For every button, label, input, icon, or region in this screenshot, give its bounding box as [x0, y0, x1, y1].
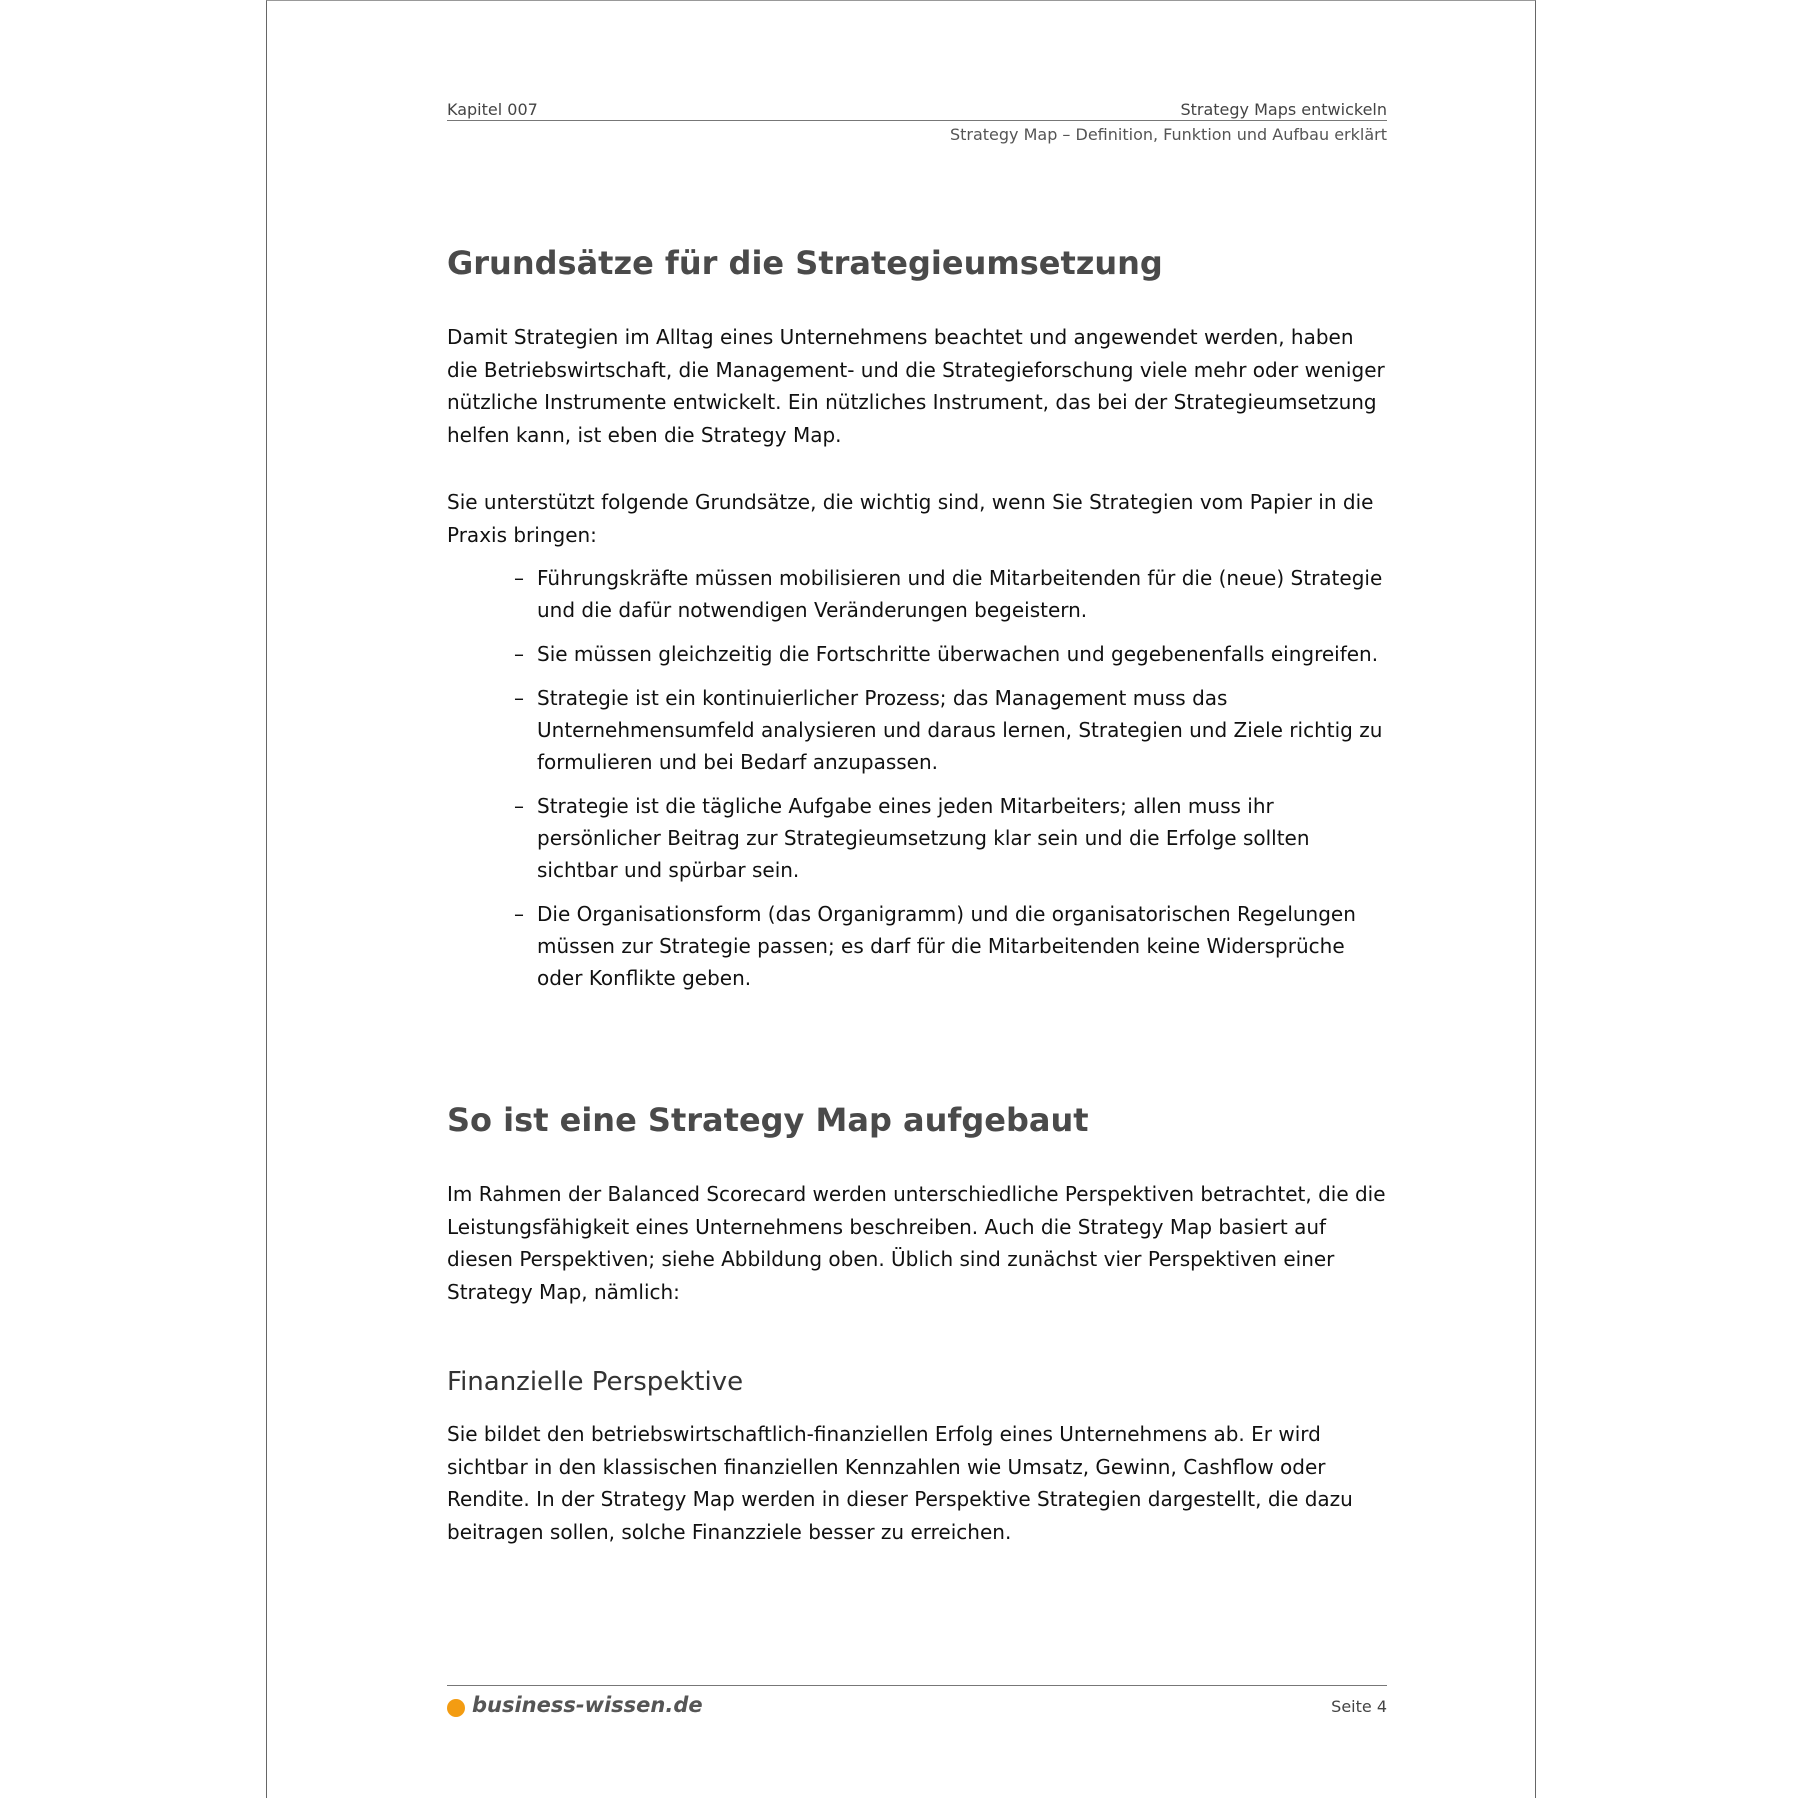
document-subtitle: Strategy Map – Definition, Funktion und Aufbau erklärt: [949, 125, 1387, 144]
list-item: – Die Organisationsform (das Organigramm) und die organisatorischen Regelungen müssen zur Strategie passen; es darf für die Mitarbeitenden keine Widersprüche oder Konflikte geben.: [537, 898, 1387, 994]
page-number: Seite 4: [1331, 1697, 1387, 1716]
section-heading-aufbau: [447, 1101, 1387, 1139]
document-title: Strategy Maps entwickeln: [1180, 100, 1387, 119]
subsection-heading-finanziell: [447, 1367, 1387, 1397]
logo-dot-icon: [447, 1699, 465, 1717]
paragraph-intro: [447, 321, 1387, 451]
paragraph: Sie unterstützt folgende Grundsätze, die wichtig sind, wenn Sie Strategien vom Papier in die Praxis bringen:: [447, 490, 1374, 547]
paragraph: Sie bildet den betriebswirtschaftlich-finanziellen Erfolg eines Unternehmens ab. Er wird sichtbar in den klassischen finanziellen Kennzahlen wie Umsatz, Gewinn, Cashflow oder Rendite. In der Strategy Map werden in dieser Perspektive Strategien dargestellt, die dazu beitragen sollen, solche Finanzziele besser zu erreichen.: [447, 1422, 1353, 1544]
section-heading: Grundsätze für die Strategieumsetzung: [447, 244, 1163, 282]
paragraph-finanziell: [447, 1418, 1387, 1548]
paragraph-grundsaetze-intro: [447, 486, 1387, 551]
paragraph: Damit Strategien im Alltag eines Unternehmens beachtet und angewendet werden, haben die Betriebswirtschaft, die Management- und die Strategieforschung viele mehr oder weniger nützliche Instrumente entwickelt. Ein nützliches Instrument, das bei der Strategieumsetzung helfen kann, ist eben die Strategy Map.: [447, 325, 1385, 447]
paragraph: Im Rahmen der Balanced Scorecard werden unterschiedliche Perspektiven betrachtet, die die Leistungsfähigkeit eines Unternehmens beschreiben. Auch die Strategy Map basiert auf diesen Perspektiven; siehe Abbildung oben. Üblich sind zunächst vier Perspektiven einer Strategy Map, nämlich:: [447, 1182, 1386, 1304]
page-footer: [447, 1693, 1387, 1723]
document-page: [266, 0, 1536, 1798]
bullet-list: [447, 562, 1387, 1006]
section-heading-grundsaetze: [447, 244, 1387, 282]
brand-logo[interactable]: business-wissen.de: [472, 1693, 703, 1717]
paragraph-aufbau: [447, 1178, 1387, 1308]
running-header: [447, 100, 1387, 121]
footer-divider: [447, 1685, 1387, 1686]
subsection-heading: Finanzielle Perspektive: [447, 1367, 744, 1397]
list-item: – Strategie ist die tägliche Aufgabe eines jeden Mitarbeiters; allen muss ihr persönlicher Beitrag zur Strategieumsetzung klar sein und die Erfolge sollten sichtbar und spürbar sein.: [537, 790, 1387, 886]
list-item: – Sie müssen gleichzeitig die Fortschritte überwachen und gegebenenfalls eingreifen.: [537, 638, 1387, 670]
chapter-label: Kapitel 007: [447, 100, 538, 119]
list-item: – Führungskräfte müssen mobilisieren und die Mitarbeitenden für die (neue) Strategie und die dafür notwendigen Veränderungen begeistern.: [537, 562, 1387, 626]
section-heading: So ist eine Strategy Map aufgebaut: [447, 1101, 1089, 1139]
list-item: – Strategie ist ein kontinuierlicher Prozess; das Management muss das Unternehmensumfeld analysieren und daraus lernen, Strategien und Ziele richtig zu formulieren und bei Bedarf anzupassen.: [537, 682, 1387, 778]
